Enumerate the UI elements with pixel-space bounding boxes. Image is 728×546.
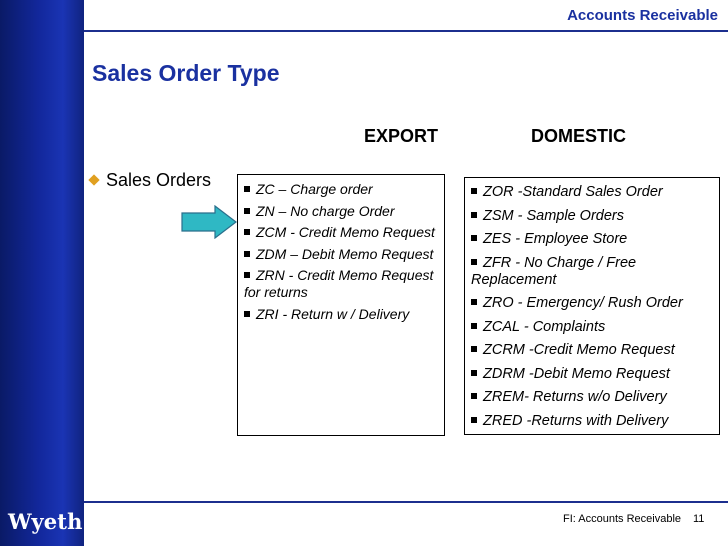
square-bullet-icon bbox=[471, 235, 477, 241]
square-bullet-icon bbox=[471, 188, 477, 194]
page-title: Sales Order Type bbox=[92, 60, 280, 86]
export-order-types-box bbox=[237, 174, 445, 436]
list-item: ZDM – Debit Memo Request bbox=[244, 246, 440, 263]
list-item: ZRI - Return w / Delivery bbox=[244, 306, 440, 323]
list-item: ZC – Charge order bbox=[244, 181, 440, 198]
sidebar bbox=[0, 0, 84, 546]
square-bullet-icon bbox=[471, 417, 477, 423]
list-item: ZCRM -Credit Memo Request bbox=[471, 342, 715, 359]
list-item: ZOR -Standard Sales Order bbox=[471, 184, 715, 201]
square-bullet-icon bbox=[471, 393, 477, 399]
square-bullet-icon bbox=[471, 370, 477, 376]
square-bullet-icon bbox=[471, 299, 477, 305]
square-bullet-icon bbox=[244, 272, 250, 278]
footer-divider bbox=[84, 501, 728, 503]
domestic-column-heading: DOMESTIC bbox=[531, 126, 627, 146]
square-bullet-icon bbox=[471, 259, 477, 265]
sales-orders-label: Sales Orders bbox=[106, 170, 212, 190]
right-arrow-icon bbox=[181, 205, 237, 239]
footer-text: FI: Accounts Receivable bbox=[563, 513, 682, 525]
header-title: Accounts Receivable bbox=[567, 7, 718, 24]
header-divider bbox=[84, 30, 728, 32]
domestic-list bbox=[471, 184, 715, 430]
list-item: ZRED -Returns with Delivery bbox=[471, 413, 715, 430]
list-item: ZCAL - Complaints bbox=[471, 319, 715, 336]
list-item: ZSM - Sample Orders bbox=[471, 208, 715, 225]
domestic-order-types-box bbox=[464, 177, 720, 435]
square-bullet-icon bbox=[471, 346, 477, 352]
list-item: ZCM - Credit Memo Request bbox=[244, 224, 440, 241]
square-bullet-icon bbox=[244, 251, 250, 257]
list-item: ZFR - No Charge / Free Replacement bbox=[471, 254, 637, 288]
square-bullet-icon bbox=[244, 186, 250, 192]
square-bullet-icon bbox=[471, 323, 477, 329]
list-item: ZN – No charge Order bbox=[244, 203, 440, 220]
diamond-bullet-icon bbox=[88, 174, 99, 185]
page-number: 11 bbox=[693, 513, 705, 525]
square-bullet-icon bbox=[244, 229, 250, 235]
list-item: ZRN - Credit Memo Request for returns bbox=[244, 267, 434, 300]
square-bullet-icon bbox=[244, 208, 250, 214]
list-item: ZRO - Emergency/ Rush Order bbox=[471, 295, 715, 312]
export-column-heading: EXPORT bbox=[364, 126, 439, 146]
list-item: ZREM- Returns w/o Delivery bbox=[471, 389, 715, 406]
square-bullet-icon bbox=[471, 212, 477, 218]
list-item: ZES - Employee Store bbox=[471, 231, 715, 248]
square-bullet-icon bbox=[244, 311, 250, 317]
list-item: ZDRM -Debit Memo Request bbox=[471, 366, 715, 383]
export-list bbox=[244, 181, 440, 323]
wyeth-logo: Wyeth bbox=[8, 509, 83, 534]
